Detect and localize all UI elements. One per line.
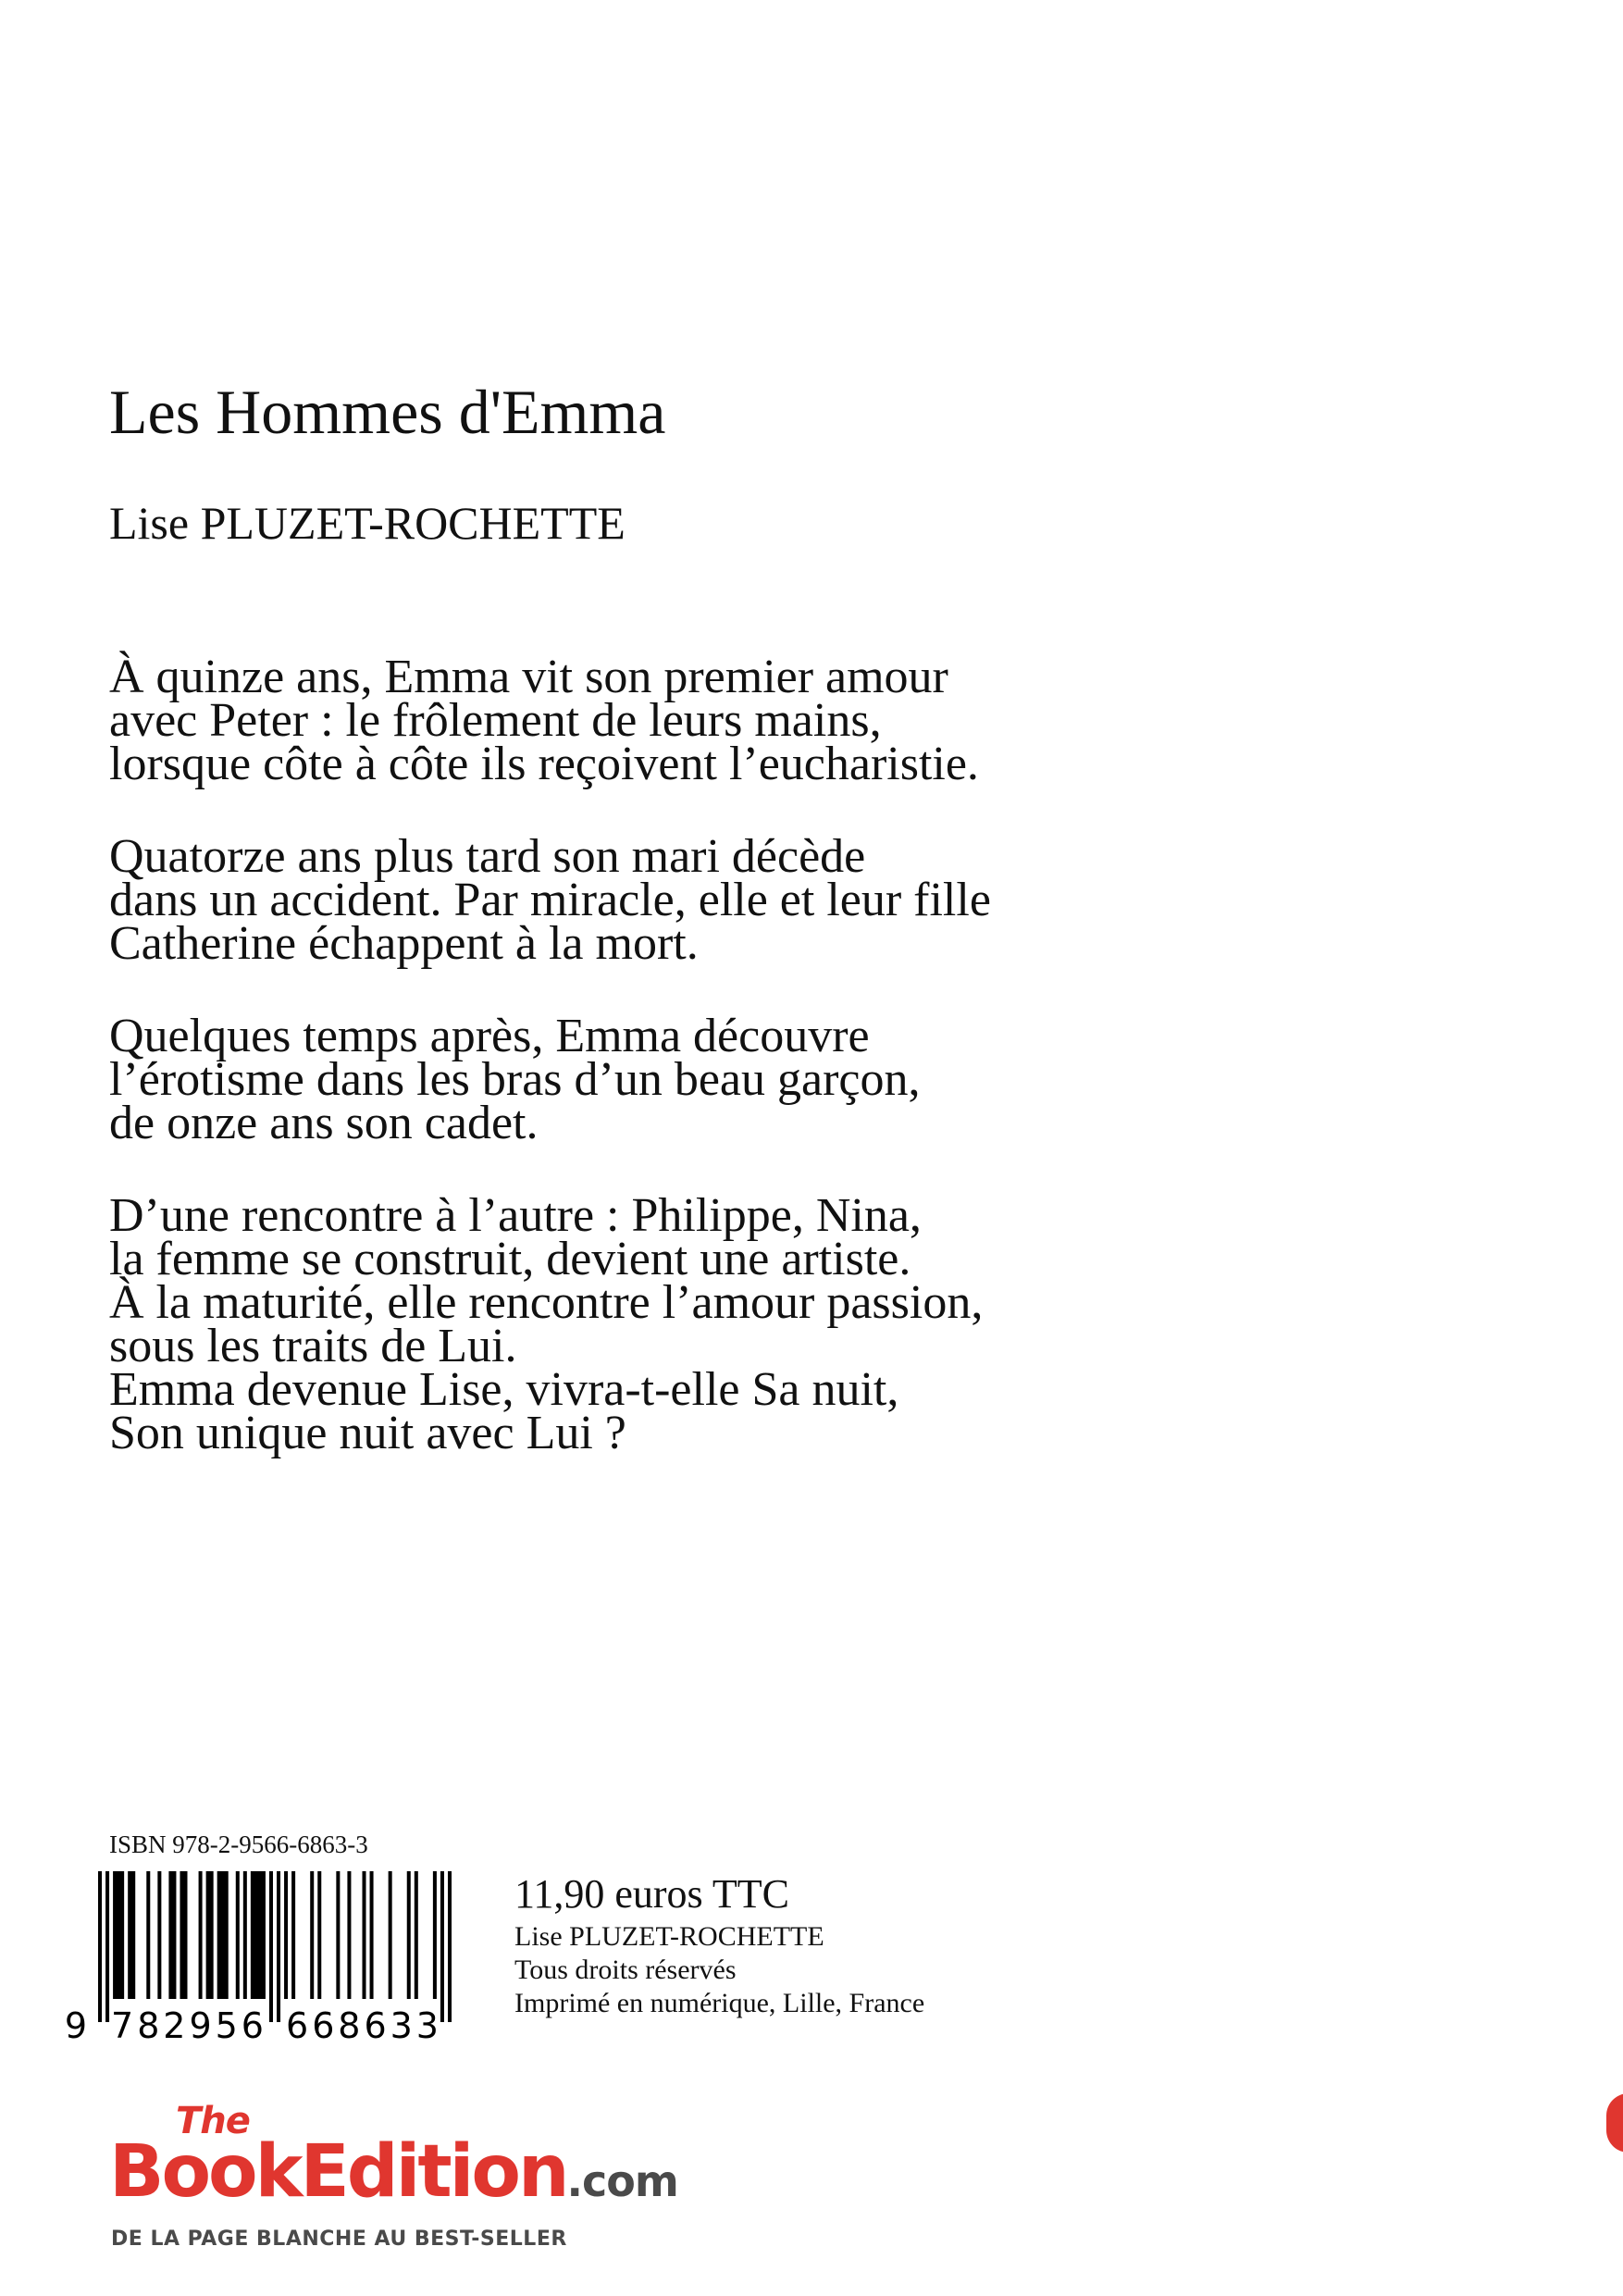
barcode-bar (168, 1871, 176, 1999)
edge-mark-icon (1606, 2093, 1623, 2153)
blurb-line: À la maturité, elle rencontre l’amour passion, (109, 1276, 984, 1329)
barcode-digit: 6 (364, 2005, 387, 2045)
blurb-line: Catherine échappent à la mort. (109, 917, 699, 970)
back-cover-blurb (109, 651, 1312, 1459)
blurb-line: dans un accident. Par miracle, elle et leur fille (109, 874, 991, 926)
barcode-bar (199, 1871, 203, 1999)
barcode-digit: 6 (312, 2005, 335, 2045)
blurb-line: Quatorze ans plus tard son mari décède (109, 830, 866, 883)
barcode-bar (243, 1871, 247, 1999)
barcode-digits (65, 1999, 452, 2045)
barcode-bar (146, 1871, 150, 1999)
logo-the-text: The (176, 2100, 250, 2142)
barcode-digit: 6 (286, 2005, 309, 2045)
barcode-digit: 7 (111, 2005, 134, 2045)
barcode-bar (113, 1871, 124, 1999)
price: 11,90 euros TTC (514, 1871, 789, 1917)
blurb-line: À quinze ans, Emma vit son premier amour (109, 651, 948, 703)
barcode-bar (362, 1871, 365, 1999)
barcode-bar (336, 1871, 340, 1999)
blurb-line: D’une rencontre à l’autre : Philippe, Nina, (109, 1189, 922, 1242)
barcode-digit: 3 (390, 2005, 413, 2045)
print-location: Imprimé en numérique, Lille, France (514, 1988, 925, 2018)
blurb-line: Emma devenue Lise, vivra-t-elle Sa nuit, (109, 1363, 899, 1416)
barcode-bar (236, 1871, 240, 1999)
blurb-line: sous les traits de Lui. (109, 1320, 517, 1372)
logo-brand-text: BookEdition (109, 2130, 567, 2214)
barcode-digit: 6 (241, 2005, 264, 2045)
blurb-line: de onze ans son cadet. (109, 1097, 539, 1149)
barcode-bar (370, 1871, 374, 1999)
barcode-digit: 5 (215, 2005, 238, 2045)
isbn-label: ISBN 978-2-9566-6863-3 (109, 1831, 368, 1858)
barcode-bar (128, 1871, 135, 1999)
book-title: Les Hommes d'Emma (109, 377, 666, 447)
barcode-bar (251, 1871, 266, 1999)
barcode-digit: 8 (338, 2005, 361, 2045)
barcode-bar (317, 1871, 321, 1999)
bookedition-logo (109, 2100, 678, 2286)
barcode-digit: 8 (137, 2005, 160, 2045)
barcode-bar (291, 1871, 295, 1999)
barcode-digit: 9 (189, 2005, 212, 2045)
logo-domain-text: .com (566, 2156, 678, 2206)
blurb-paragraph (109, 1189, 1312, 1459)
blurb-line: avec Peter : le frôlement de leurs mains, (109, 694, 882, 747)
logo-wordmark (109, 2130, 678, 2223)
barcode-bar (433, 1871, 437, 1999)
barcode-digit: 9 (65, 2005, 88, 2045)
barcode-bar (310, 1871, 314, 1999)
blurb-line: l’érotisme dans les bras d’un beau garçon, (109, 1053, 921, 1106)
rights-notice: Tous droits réservés (514, 1955, 737, 1985)
barcode-bar (284, 1871, 288, 1999)
logo-tagline: DE LA PAGE BLANCHE AU BEST-SELLER (111, 2228, 567, 2251)
blurb-line: Quelques temps après, Emma découvre (109, 1010, 870, 1062)
barcode-bar (389, 1871, 392, 1999)
barcode-digit: 3 (415, 2005, 439, 2045)
barcode-bar (415, 1871, 418, 1999)
barcode-digit: 2 (163, 2005, 186, 2045)
barcode-bar (206, 1871, 214, 1999)
blurb-line: la femme se construit, devient une artiste. (109, 1233, 911, 1285)
blurb-paragraph (109, 1010, 1312, 1149)
publisher-name: Lise PLUZET-ROCHETTE (514, 1921, 824, 1952)
barcode-bar (217, 1871, 229, 1999)
blurb-paragraph (109, 830, 1312, 970)
barcode-bar (347, 1871, 351, 1999)
blurb-line: lorsque côte à côte ils reçoivent l’eucharistie. (109, 738, 979, 790)
book-author: Lise PLUZET-ROCHETTE (109, 497, 626, 549)
barcode-bar (180, 1871, 187, 1999)
barcode-bar (157, 1871, 161, 1999)
blurb-line: Son unique nuit avec Lui ? (109, 1407, 626, 1459)
blurb-paragraph (109, 651, 1312, 790)
barcode-bar (407, 1871, 411, 1999)
